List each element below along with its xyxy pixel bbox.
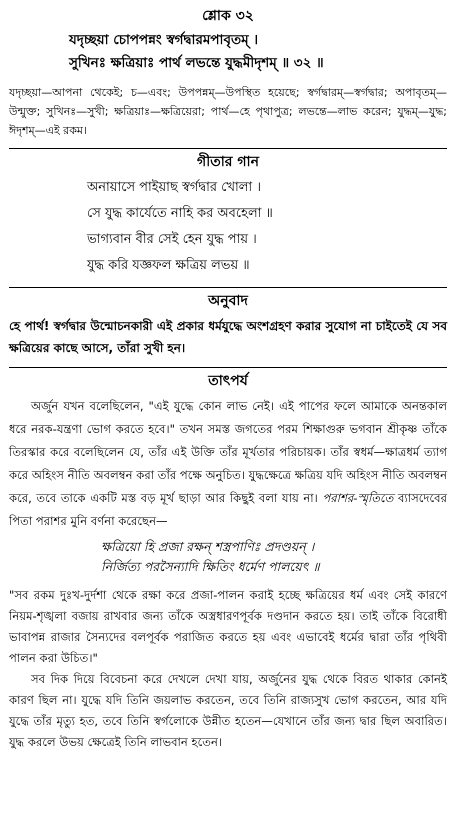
- purport-conclusion: সব দিক দিয়ে বিবেচনা করে দেখলে দেখা যায়, অর্জুনের যুদ্ধ থেকে বিরত থাকার কোনই কারণ ছিল না। যুদ্ধে যদি তিনি জয়লাভ করতেন, তবে তিনি রাজ্যসুখ ভোগ করতেন, আর যদি যুদ্ধে তাঁর মৃত্যু হত, তবে তিনি স্বর্গলোকে উন্নীত হতেন—যেখানে তাঁর জন্য দ্বার ছিল অবারিত। যুদ্ধ করলে উভয় ক্ষেত্রেই তিনি লাভবান হতেন।: [9, 672, 447, 749]
- section-divider: [9, 148, 447, 149]
- quoted-verse-line: ক্ষত্রিয়ো হি প্রজা রক্ষন্ শস্ত্রপাণিঃ প্রদণ্ডয়ন্ ।: [101, 539, 315, 554]
- section-divider: [9, 367, 447, 368]
- song-line: সে যুদ্ধ কার্যেতে নাহি কর অবহেলা ॥: [87, 206, 273, 221]
- sloka-verse: [9, 29, 447, 75]
- quoted-sanskrit-verse: [9, 537, 447, 577]
- translation-text: হে পার্থ! স্বর্গদ্বার উন্মোচনকারী এই প্রকার ধর্মযুদ্ধে অংশগ্রহণ করার সুযোগ না চাইতেই যে সব ক্ষত্রিয়ের কাছে আসে, তাঁরা সুখী হন।: [9, 319, 447, 355]
- scripture-reference: পরাশর-স্মৃতিতে: [322, 491, 394, 505]
- song-line: ভাগ্যবান বীর সেই হেন যুদ্ধ পায় ।: [87, 232, 257, 247]
- purport-paragraph: [9, 395, 447, 533]
- song-heading: গীতার গান: [197, 154, 259, 170]
- translation-heading: অনুবাদ: [208, 293, 248, 309]
- purport-heading: তাৎপর্য: [208, 373, 248, 389]
- purport-paragraph-tail: ব্যাসদেবের পিতা পরাশর মুনি বর্ণনা করেছেন—: [9, 491, 448, 528]
- quoted-verse-line: নির্জিত্য পরসৈন্যাদি ক্ষিতিং ধর্মেণ পালয়েৎ ॥: [101, 559, 320, 574]
- sloka-line: যদৃচ্ছয়া চোপপন্নং স্বর্গদ্বারমপাবৃতম্ ।: [69, 32, 259, 48]
- song-line: যুদ্ধ করি যজ্ঞফল ক্ষত্রিয় লভয় ॥: [87, 258, 250, 273]
- song-verse: [9, 175, 447, 279]
- quoted-translation: "সব রকম দুঃখ-দুর্দশা থেকে রক্ষা করে প্রজা-পালন করাই হচ্ছে ক্ষত্রিয়ের ধর্ম এবং সেই কারণে নিয়ম-শৃঙ্খলা বজায় রাখবার জন্য তাঁকে অস্ত্রধারণপূর্বক দণ্ডদান করতে হয়। তাই তাঁকে বিরোধী ভাবাপন্ন রাজার সৈন্যদের বলপূর্বক পরাজিত করতে হয় এবং এভাবেই ধর্মের দ্বারা তাঁর পৃথিবী পালন করা উচিত।": [9, 588, 447, 665]
- purport-paragraph-body: অর্জুন যখন বলেছিলেন, "এই যুদ্ধে কোন লাভ নেই। এই পাপের ফলে আমাকে অনন্তকাল ধরে নরক-যন্ত্রণা ভোগ করতে হবে।" তখন সমস্ত জগতের পরম শিক্ষাগুরু ভগবান শ্রীকৃষ্ণ তাঁকে তিরস্কার করে বলেছিলেন যে, তাঁর এই উক্তি তাঁর মূর্খতার পরিচায়ক। তাঁর স্বধর্ম—ক্ষাত্রধর্ম ত্যাগ করে অহিংস নীতি অবলম্বন করা তাঁর পক্ষে অনুচিত। যুদ্ধক্ষেত্রে ক্ষত্রিয় যদি অহিংস নীতি অবলম্বন করে, তবে তাকে একটি মস্ত বড় মূর্খ ছাড়া আর কিছুই বলা যায় না।: [9, 399, 447, 505]
- synonyms-text: যদৃচ্ছয়া—আপনা থেকেই; চ—এবং; উপপন্নম্—উপস্থিত হয়েছে; স্বর্গদ্বারম্—স্বর্গদ্বার; অপাবৃতম্—উন্মুক্ত; সুখিনঃ—সুখী; ক্ষত্রিয়াঃ—ক্ষত্রিয়েরা; পার্থ—হে পৃথাপুত্র; লভন্তে—লাভ করেন; যুদ্ধম্—যুদ্ধ; ঈদৃশম্—এই রকম।: [9, 86, 447, 137]
- song-line: অনায়াসে পাইয়াছ স্বর্গদ্বার খোলা ।: [87, 180, 261, 195]
- section-divider: [9, 287, 447, 288]
- sloka-line: সুখিনঃ ক্ষত্রিয়াঃ পার্থ লভন্তে যুদ্ধমীদৃশম্ ॥ ৩২ ॥: [69, 55, 324, 71]
- sloka-title: শ্লোক ৩২: [202, 8, 254, 24]
